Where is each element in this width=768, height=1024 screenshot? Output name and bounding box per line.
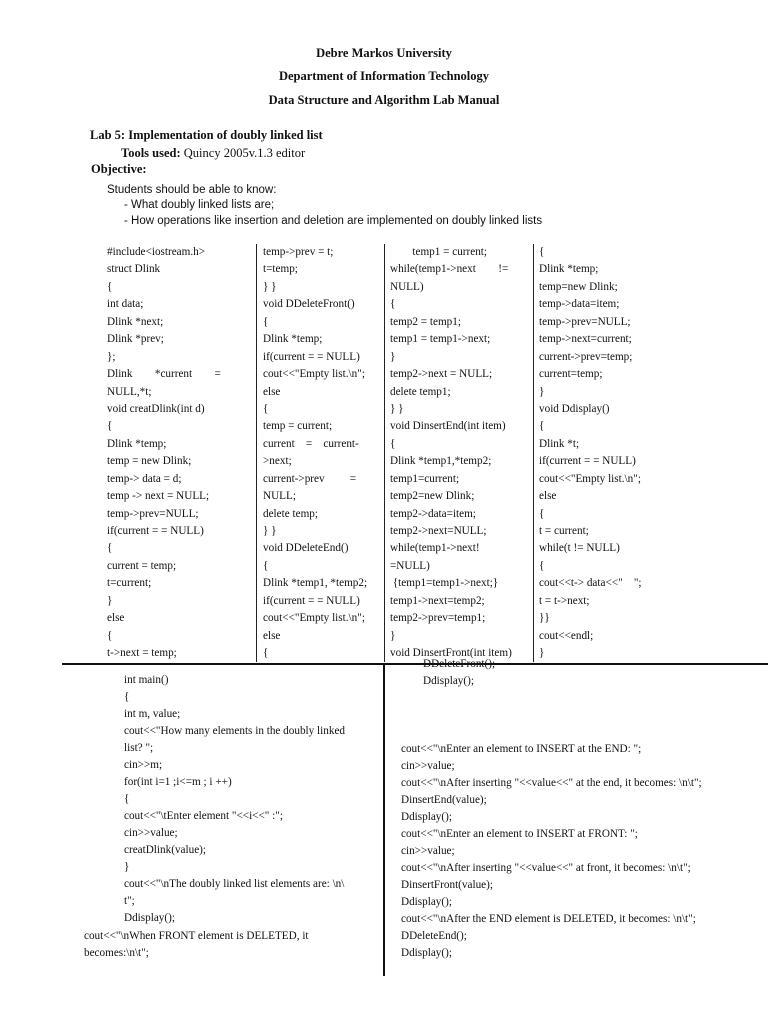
code-line: current->prev=temp; bbox=[539, 350, 633, 363]
code-line: { bbox=[539, 507, 545, 520]
code-column-1 bbox=[107, 244, 229, 663]
code-line: temp2->prev=temp1; bbox=[390, 612, 486, 625]
code-line: temp-> data = d; bbox=[107, 472, 182, 485]
code-line: creatDlink(value); bbox=[124, 844, 206, 856]
code-line: temp2=new Dlink; bbox=[390, 490, 475, 503]
code-line: cout<<"Empty list.\n"; bbox=[263, 612, 365, 625]
code-line: >next; bbox=[263, 455, 292, 468]
code-line: becomes:\n\t"; bbox=[84, 947, 149, 959]
code-line: temp->next=current; bbox=[539, 333, 632, 346]
code-line: Ddisplay(); bbox=[401, 811, 452, 823]
code-line: Dlink *current = bbox=[107, 368, 221, 381]
code-line: current=temp; bbox=[539, 368, 603, 381]
code-line: {temp1=temp1->next;} bbox=[390, 577, 499, 590]
code-line: temp2->data=item; bbox=[390, 507, 476, 520]
code-line: cout<<"\nWhen FRONT element is DELETED, it bbox=[84, 930, 309, 942]
code-line: temp->data=item; bbox=[539, 298, 620, 311]
code-line: int data; bbox=[107, 298, 144, 311]
tools-value: Quincy 2005v.1.3 editor bbox=[180, 146, 306, 160]
code-line: { bbox=[107, 542, 113, 555]
code-line: temp1 = current; bbox=[390, 246, 488, 258]
code-line: cout<<"Empty list.\n"; bbox=[539, 472, 641, 485]
code-line: { bbox=[124, 793, 130, 805]
code-line: temp = current; bbox=[263, 420, 333, 433]
code-line: cout<<"\nThe doubly linked list elements are: \n\ bbox=[124, 878, 345, 890]
code-line: void DDeleteFront() bbox=[263, 298, 355, 311]
code-line: cout<<"\nEnter an element to INSERT at FRONT: "; bbox=[401, 828, 638, 840]
code-line: void DinsertFront(int item) bbox=[390, 647, 512, 660]
code-line: int main() bbox=[124, 674, 169, 686]
column-divider bbox=[533, 244, 534, 662]
code-line: Dlink *next; bbox=[107, 315, 164, 328]
code-line: }} bbox=[539, 612, 550, 625]
code-line: cout<<t-> data<<" "; bbox=[539, 577, 642, 590]
code-line: t = current; bbox=[539, 525, 589, 537]
code-line: else bbox=[263, 629, 281, 642]
code-line: } bbox=[124, 861, 130, 873]
code-line: struct Dlink bbox=[107, 263, 161, 276]
code-line: } bbox=[390, 350, 396, 363]
code-line: cin>>value; bbox=[401, 845, 455, 857]
code-line: int m, value; bbox=[124, 708, 181, 720]
code-line: Dlink *temp1,*temp2; bbox=[390, 455, 492, 468]
objective-point: - How operations like insertion and deletion are implemented on doubly linked lists bbox=[124, 215, 543, 227]
code-line: t = t->next; bbox=[539, 594, 590, 607]
code-line: temp = new Dlink; bbox=[107, 455, 192, 468]
code-line: temp=new Dlink; bbox=[539, 280, 618, 293]
code-line: cout<<"How many elements in the doubly linked bbox=[124, 725, 346, 737]
code-line: } bbox=[107, 594, 113, 607]
code-line: Dlink *t; bbox=[539, 437, 580, 450]
bottom-vertical-divider bbox=[383, 663, 385, 976]
code-line: else bbox=[107, 612, 125, 625]
code-line: { bbox=[263, 647, 269, 660]
code-line: { bbox=[107, 629, 113, 642]
code-line: cout<<"\tEnter element "<<i<<" :"; bbox=[124, 810, 283, 822]
code-line: cin>>value; bbox=[401, 760, 455, 772]
code-line: temp->prev = t; bbox=[263, 246, 334, 258]
code-line: list? "; bbox=[124, 742, 154, 754]
code-line: cout<<"Empty list.\n"; bbox=[263, 368, 365, 381]
code-line: Ddisplay(); bbox=[423, 675, 474, 687]
code-line: temp1=current; bbox=[390, 472, 460, 485]
objective-point: - What doubly linked lists are; bbox=[124, 199, 275, 211]
code-line: { bbox=[390, 437, 396, 450]
department-name: Department of Information Technology bbox=[278, 69, 490, 83]
code-line: DinsertFront(value); bbox=[401, 879, 493, 891]
code-line: Dlink *temp; bbox=[263, 333, 323, 346]
code-line: Dlink *temp; bbox=[107, 437, 167, 450]
column-divider bbox=[256, 244, 257, 662]
code-line: current->prev = bbox=[263, 472, 357, 485]
code-line: NULL; bbox=[263, 490, 296, 503]
code-line: { bbox=[107, 420, 113, 433]
code-line: if(current = = NULL) bbox=[539, 455, 636, 468]
code-line: current = temp; bbox=[107, 559, 177, 572]
code-line: #include<iostream.h> bbox=[107, 246, 206, 258]
code-line: { bbox=[539, 246, 545, 258]
code-line: temp1->next=temp2; bbox=[390, 594, 485, 607]
code-line: while(temp1->next != bbox=[390, 263, 509, 276]
code-line: for(int i=1 ;i<=m ; i ++) bbox=[124, 776, 232, 788]
code-line: { bbox=[390, 298, 396, 311]
code-column-4 bbox=[539, 244, 659, 663]
code-line: } bbox=[390, 629, 396, 642]
code-line: temp2->next=NULL; bbox=[390, 525, 487, 537]
code-line: }; bbox=[107, 350, 116, 363]
code-line: void Ddisplay() bbox=[539, 402, 610, 415]
code-line: t->next = temp; bbox=[107, 647, 177, 660]
code-line: DinsertEnd(value); bbox=[401, 794, 487, 806]
code-line: cin>>m; bbox=[124, 759, 163, 771]
code-line: void DDeleteEnd() bbox=[263, 542, 349, 555]
code-line: { bbox=[124, 691, 130, 703]
code-column-2 bbox=[263, 244, 378, 663]
code-line: temp -> next = NULL; bbox=[107, 490, 210, 503]
code-line: } bbox=[539, 647, 545, 660]
code-line: t"; bbox=[124, 895, 135, 907]
column-divider bbox=[384, 244, 385, 662]
code-line: cout<<"\nAfter inserting "<<value<<" at front, it becomes: \n\t"; bbox=[401, 862, 691, 874]
code-line: } bbox=[539, 385, 545, 398]
manual-title: Data Structure and Algorithm Lab Manual bbox=[268, 93, 500, 107]
code-line: { bbox=[263, 315, 269, 328]
code-line: =NULL) bbox=[390, 559, 430, 572]
code-line: cout<<"\nAfter inserting "<<value<<" at the end, it becomes: \n\t"; bbox=[401, 777, 702, 789]
lab-title: Lab 5: Implementation of doubly linked list bbox=[90, 128, 323, 142]
code-line: Ddisplay(); bbox=[124, 912, 175, 924]
code-line: NULL,*t; bbox=[107, 385, 152, 398]
code-line: if(current = = NULL) bbox=[263, 350, 360, 363]
code-line: DDeleteFront(); bbox=[423, 658, 496, 670]
code-line: { bbox=[263, 559, 269, 572]
code-column-3 bbox=[390, 244, 526, 663]
code-line: { bbox=[107, 280, 113, 293]
code-line: while(temp1->next! bbox=[390, 542, 480, 555]
code-line: else bbox=[539, 490, 557, 503]
code-line: if(current = = NULL) bbox=[263, 594, 360, 607]
code-line: void creatDlink(int d) bbox=[107, 402, 205, 415]
code-line: temp->prev=NULL; bbox=[539, 315, 631, 328]
code-line: Ddisplay(); bbox=[401, 896, 452, 908]
code-line: { bbox=[539, 559, 545, 572]
code-line: Dlink *temp; bbox=[539, 263, 599, 276]
code-line: delete temp; bbox=[263, 507, 318, 520]
code-line: t=temp; bbox=[263, 263, 298, 276]
code-line: { bbox=[539, 420, 545, 433]
code-line: t=current; bbox=[107, 577, 152, 590]
code-line: NULL) bbox=[390, 280, 424, 293]
code-line: { bbox=[263, 402, 269, 415]
code-line: Ddisplay(); bbox=[401, 947, 452, 959]
code-line: current = current- bbox=[263, 437, 359, 450]
code-line: } } bbox=[263, 525, 277, 537]
university-name: Debre Markos University bbox=[316, 46, 452, 60]
horizontal-divider bbox=[62, 663, 768, 665]
code-line: else bbox=[263, 385, 281, 398]
code-line: cout<<endl; bbox=[539, 629, 594, 642]
code-line: Dlink *temp1, *temp2; bbox=[263, 577, 368, 590]
code-line: temp2 = temp1; bbox=[390, 315, 461, 328]
code-line: cout<<"\nAfter the END element is DELETED, it becomes: \n\t"; bbox=[401, 913, 696, 925]
code-line: temp1 = temp1->next; bbox=[390, 333, 491, 346]
objective-intro: Students should be able to know: bbox=[107, 184, 277, 196]
tools-used bbox=[121, 146, 305, 161]
code-line: temp2->next = NULL; bbox=[390, 368, 493, 381]
code-line: if(current = = NULL) bbox=[107, 525, 204, 537]
code-line: Dlink *prev; bbox=[107, 333, 164, 346]
code-line: cin>>value; bbox=[124, 827, 178, 839]
code-line: void DinsertEnd(int item) bbox=[390, 420, 506, 433]
code-line: DDeleteEnd(); bbox=[401, 930, 467, 942]
code-line: } } bbox=[263, 280, 277, 293]
code-line: cout<<"\nEnter an element to INSERT at the END: "; bbox=[401, 743, 642, 755]
code-line: temp->prev=NULL; bbox=[107, 507, 199, 520]
objective-label: Objective: bbox=[91, 162, 147, 176]
code-line: while(t != NULL) bbox=[539, 542, 620, 555]
code-line: } } bbox=[390, 402, 404, 415]
code-line: delete temp1; bbox=[390, 385, 451, 398]
tools-label: Tools used: bbox=[121, 146, 181, 160]
